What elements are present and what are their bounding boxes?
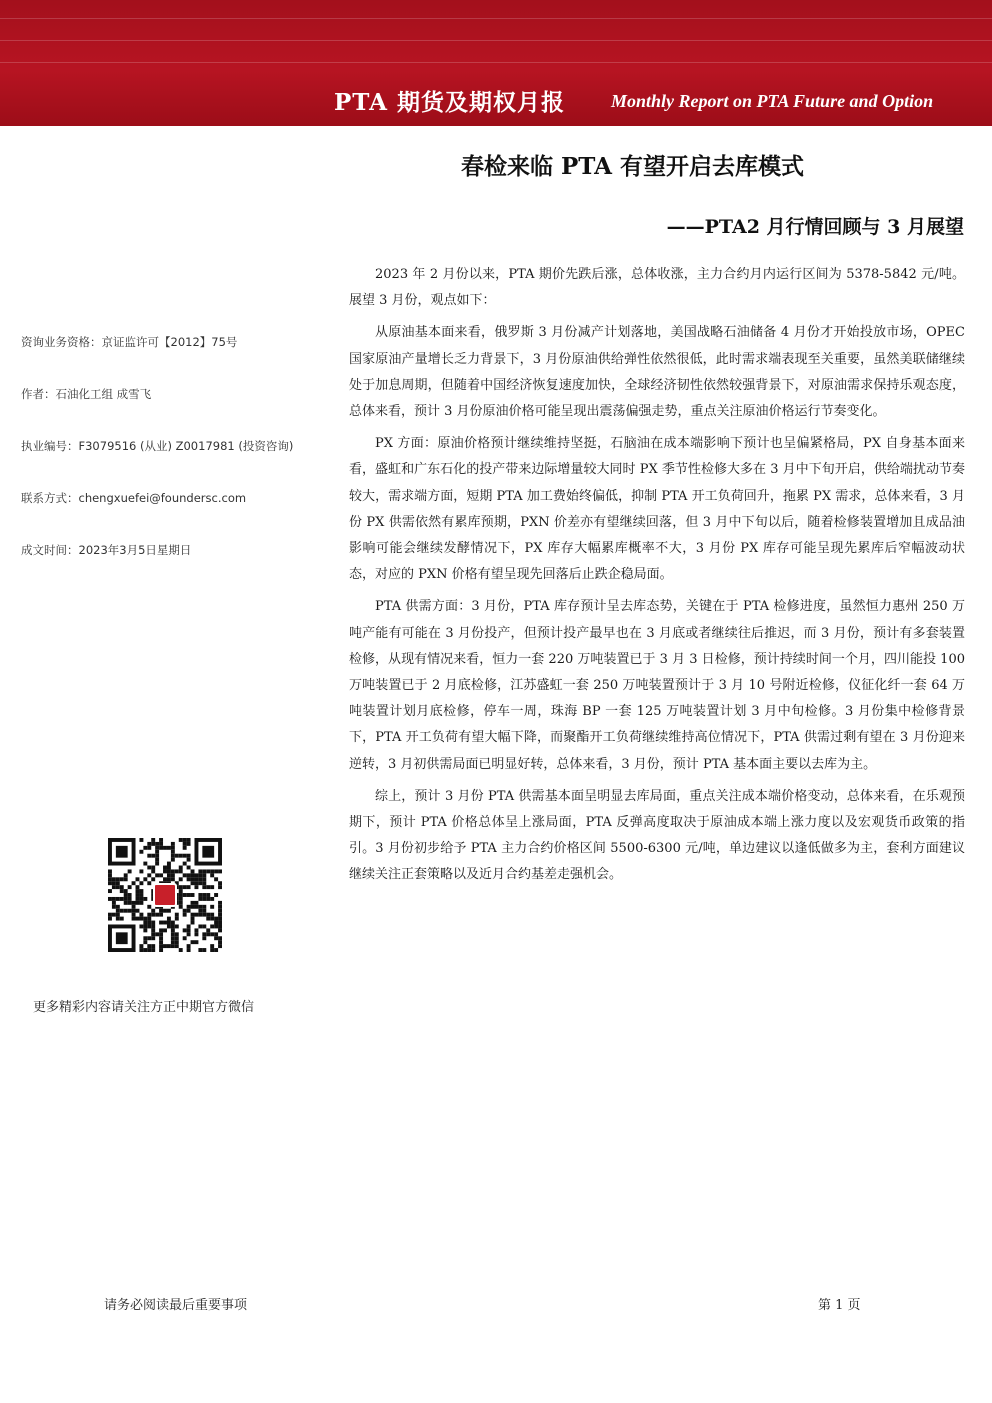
footer-notice: 请务必阅读最后重要事项 (104, 1298, 248, 1313)
wechat-qr-code[interactable] (108, 838, 222, 952)
report-series-title: PTA 期货及期权月报 (334, 89, 566, 116)
license-number-text: 执业编号：F3079516 (从业) Z0017981 (投资咨询) (21, 439, 294, 453)
report-series-title-en: Monthly Report on PTA Future and Option (611, 91, 934, 111)
body-paragraph: 2023 年 2 月份以来，PTA 期价先跌后涨，总体收涨，主力合约月内运行区间为 5378-5842 元/吨。展望 3 月份，观点如下： (349, 267, 965, 309)
report-body (349, 262, 965, 895)
body-paragraph: PTA 供需方面：3 月份，PTA 库存预计呈去库态势，关键在于 PTA 检修进度，虽然恒力惠州 250 万吨产能有可能在 3 月份投产，但预计投产最早也在 3 月底或者继续往后推迟，而 3 月份，预计有多套装置检修，从现有情况来看，恒力一套 220 万吨装置已于 3 月 3 日检修，预计持续时间一个月，四川能投 100 万吨装置已于 2 月底检修，江苏盛虹一套 250 万吨装置预计于 3 月 10 号附近检修，仪征化纤一套 64 万吨装置计划月底检修，停车一周，珠海 BP 一套 125 万吨装置计划 3 月中旬检修。3 月份集中检修背景下，PTA 开工负荷有望大幅下降，而聚酯开工负荷继续维持高位情况下，PTA 供需过剩有望在 3 月份迎来逆转，3 月初供需局面已明显好转，总体来看，3 月份，预计 PTA 基本面主要以去库为主。 (349, 599, 965, 772)
page-number: 第 1 页 (818, 1298, 861, 1313)
brand-logo-icon (153, 883, 177, 907)
report-date-text: 成文时间：2023年3月5日星期日 (21, 543, 192, 557)
body-paragraph: 综上，预计 3 月份 PTA 供需基本面呈明显去库局面，重点关注成本端价格变动，总体来看，在乐观预期下，预计 PTA 价格总体呈上涨局面，PTA 反弹高度取决于原油成本端上涨力度以及宏观货币政策的指引。3 月份初步给予 PTA 主力合约价格区间 5500-6300 元/吨，单边建议以逢低做多为主，套利方面建议继续关注正套策略以及近月合约基差走强机会。 (349, 788, 965, 883)
author-info-panel (21, 334, 341, 594)
body-paragraph: 从原油基本面来看，俄罗斯 3 月份减产计划落地，美国战略石油储备 4 月份才开始投放市场，OPEC 国家原油产量增长乏力背景下，3 月份原油供给弹性依然很低，此时需求端表现至关重要，虽然美联储继续处于加息周期，但随着中国经济恢复速度加快，全球经济韧性依然较强背景下，对原油需求保持乐观态度，总体来看，预计 3 月份原油价格可能呈现出震荡偏强走势，重点关注原油价格运行节奏变化。 (349, 325, 965, 420)
report-subtitle: ——PTA2 月行情回顾与 3 月展望 (666, 216, 964, 238)
qualification-text: 资询业务资格：京证监许可【2012】75号 (21, 335, 238, 349)
contact-email-text: 联系方式：chengxuefei@foundersc.com (21, 491, 247, 505)
header-banner (0, 0, 992, 126)
report-title: 春检来临 PTA 有望开启去库模式 (461, 153, 805, 180)
qr-caption: 更多精彩内容请关注方正中期官方微信 (33, 1000, 255, 1015)
body-paragraph: PX 方面：原油价格预计继续维持坚挺，石脑油在成本端影响下预计也呈偏紧格局，PX 自身基本面来看，盛虹和广东石化的投产带来边际增量较大同时 PX 季节性检修大多在 3 月中下旬开启，供给端扰动节奏较大，需求端方面，短期 PTA 加工费始终偏低，抑制 PTA 开工负荷回升，拖累 PX 需求，总体来看，3 月份 PX 供需依然有累库预期，PXN 价差亦有望继续回落，但 3 月中下旬以后，随着检修装置增加且成品油影响可能会继续发酵情况下，PX 库存大幅累库概率不大，3 月份 PX 库存可能呈现先累库后窄幅波动状态，对应的 PXN 价格有望呈现先回落后止跌企稳局面。 (349, 436, 965, 583)
author-text: 作者：石油化工组 成雪飞 (21, 387, 152, 401)
